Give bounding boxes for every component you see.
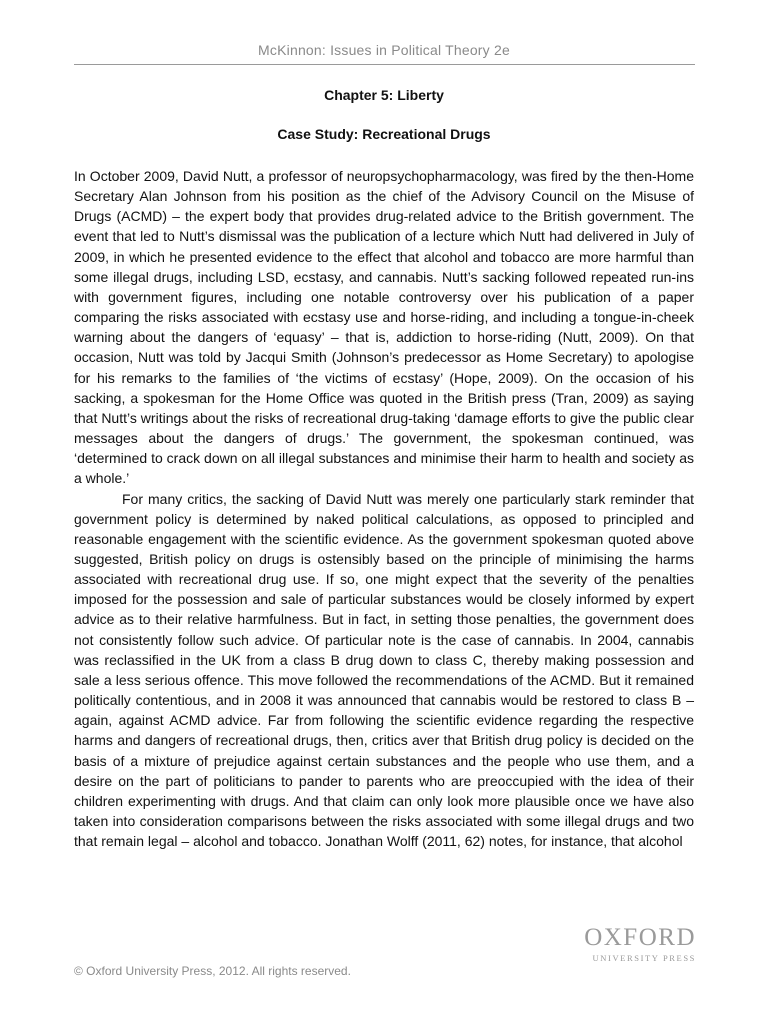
oxford-university-press-logo: [560, 924, 696, 964]
header-divider: [74, 64, 695, 65]
paragraph-2: For many critics, the sacking of David Nutt was merely one particularly stark reminder that government policy is determined by naked political calculations, as opposed to principled and reasonable engagement with the scientific evidence. As the government spokesman quoted above suggested, British policy on drugs is ostensibly based on the principle of minimising the harms associated with recreational drug use. If so, one might expect that the severity of the penalties imposed for the possession and sale of particular substances would be closely informed by expert advice as to their relative harmfulness. But in fact, in setting those penalties, the government does not consistently follow such advice. Of particular note is the case of cannabis. In 2004, cannabis was reclassified in the UK from a class B drug down to class C, thereby making possession and sale a less serious offence. This move followed the recommendations of the ACMD. But it remained politically contentious, and in 2008 it was announced that cannabis would be restored to class B – again, against ACMD advice. Far from following the scientific evidence regarding the respective harms and dangers of recreational drugs, then, critics aver that British drug policy is decided on the basis of a mixture of prejudice against certain substances and the people who use them, and a desire on the part of politicians to pander to parents who are preoccupied with the idea of their children experimenting with drugs. And that claim can only look more plausible once we have also taken into consideration comparisons between the risks associated with some illegal drugs and two that remain legal – alcohol and tobacco. Jonathan Wolff (2011, 62) notes, for instance, that alcohol: [74, 490, 694, 850]
chapter-title: Chapter 5: Liberty: [324, 87, 444, 103]
logo-name: OXFORD: [584, 924, 696, 951]
running-head: McKinnon: Issues in Political Theory 2e: [258, 42, 510, 58]
paragraph-1: In October 2009, David Nutt, a professor of neuropsychopharmacology, was fired by the then-Home Secretary Alan Johnson from his position as the chief of the Advisory Council on the Misuse of Drugs (ACMD) – the expert body that provides drug-related advice to the British government. The event that led to Nutt’s dismissal was the publication of a lecture which Nutt had delivered in July of 2009, in which he presented evidence to the effect that alcohol and tobacco are more harmful than some illegal drugs, including LSD, ecstasy, and cannabis. Nutt’s sacking followed repeated run-ins with government figures, including one notable controversy over his publication of a paper comparing the risks associated with ecstasy use and horse-riding, and including a tongue-in-cheek warning about the dangers of ‘equasy’ – that is, addiction to horse-riding (Nutt, 2009). On that occasion, Nutt was told by Jacqui Smith (Johnson’s predecessor as Home Secretary) to apologise for his remarks to the families of ‘the victims of ecstasy’ (Hope, 2009). On the occasion of his sacking, a spokesman for the Home Office was quoted in the British press (Tran, 2009) as saying that Nutt’s writings about the risks of recreational drug-taking ‘damage efforts to give the public clear messages about the dangers of drugs.’ The government, the spokesman continued, was ‘determined to crack down on all illegal substances and minimise their harm to health and society as a whole.’: [74, 168, 694, 487]
body-text: [74, 166, 694, 851]
logo-subtitle: UNIVERSITY PRESS: [592, 953, 696, 963]
case-study-title: Case Study: Recreational Drugs: [277, 126, 491, 142]
copyright-notice: © Oxford University Press, 2012. All rights reserved.: [74, 964, 351, 978]
